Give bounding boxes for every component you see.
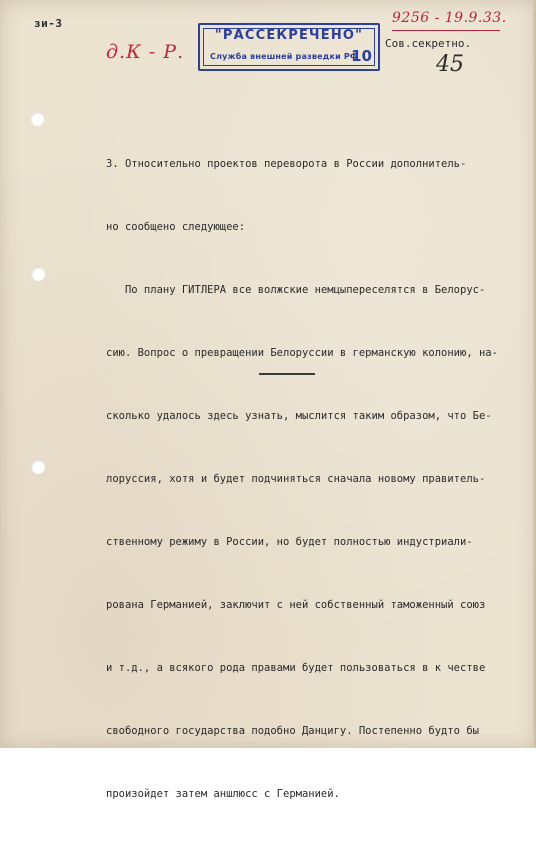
classification-mark: Сов.секретно. [385,37,472,50]
body-line: сколько удалось здесь узнать, мыслится таким образом, что Бе- [106,410,492,422]
body-line: и т.д., а всякого рода правами будет пользоваться в к честве [106,662,486,674]
body-line: свободного государства подобно Данцигу. Постепенно будто бы [106,725,479,737]
punch-hole-lower [31,460,45,474]
handwritten-reference: 9256 - 19.9.33. [392,10,507,26]
body-line: лоруссия, хотя и будет подчиняться сначала новому правитель- [106,473,486,485]
body-line: По плану ГИТЛЕРА все волжские немцыпереселятся в Белорус- [106,284,486,296]
stamp-number: 10 [351,47,372,65]
punch-hole-middle [31,267,45,281]
stamp-title: "РАССЕКРЕЧЕНО" [214,28,364,43]
handwritten-page-number: 45 [436,52,464,77]
body-line: но сообщено следующее: [106,221,246,233]
body-line: рована Германией, заключит с ней собственный таможенный союз [106,599,486,611]
body-line: ственному режиму в России, но будет полностью индустриали- [106,536,473,548]
declassified-stamp [198,23,380,71]
body-line: 3. Относительно проектов переворота в России дополнитель- [106,158,467,170]
corner-code: зи-3 [34,17,63,30]
body-line: произойдет затем аншлюсс с Германией. [106,788,340,800]
body-text [106,112,526,847]
closing-rule [259,373,315,375]
reference-underline [392,30,500,31]
punch-hole-top [30,112,44,126]
handwritten-note: д.К - Р. [106,41,185,63]
stamp-subtitle: Служба внешней разведки РФ [210,52,359,61]
body-line: сию. Вопрос о превращении Белоруссии в германскую колонию, на- [106,347,498,359]
